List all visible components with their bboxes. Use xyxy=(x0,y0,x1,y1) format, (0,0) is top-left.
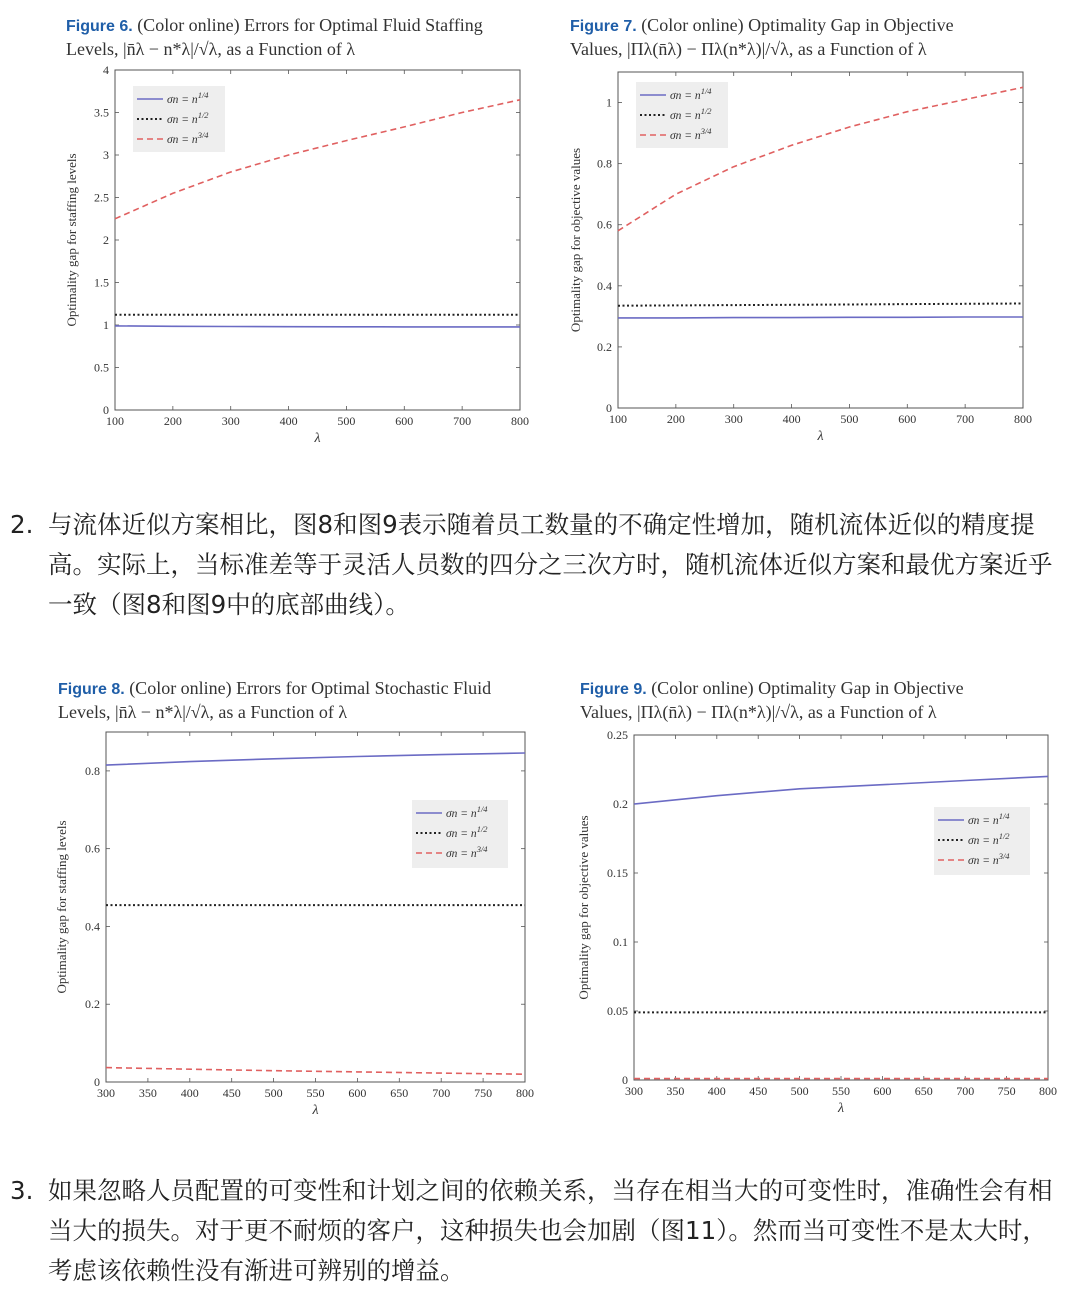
legend xyxy=(934,807,1030,875)
y-tick-label: 3 xyxy=(103,148,109,162)
x-tick-label: 500 xyxy=(337,414,356,428)
x-tick-label: 700 xyxy=(956,1084,975,1098)
paragraph-2-number: 2. xyxy=(10,510,34,539)
legend-entry: $\sigma n = n^{1/2}$ xyxy=(968,831,1010,847)
y-tick-label: 0 xyxy=(606,401,612,415)
y-axis-label: Optimality gap for objective values xyxy=(576,815,591,1000)
x-tick-label: 300 xyxy=(724,412,743,426)
figure-6-caption xyxy=(66,14,483,60)
x-axis-label: λ xyxy=(312,1103,319,1118)
x-tick-label: 450 xyxy=(749,1084,768,1098)
y-tick-label: 0.05 xyxy=(607,1004,628,1018)
y-tick-label: 3.5 xyxy=(94,105,109,120)
x-axis-label: λ xyxy=(817,429,824,444)
legend-entry: $\sigma n = n^{1/4}$ xyxy=(670,86,712,102)
figure-8-label: Figure 8. xyxy=(58,681,125,698)
figure-7-chart xyxy=(540,60,1080,460)
x-tick-label: 600 xyxy=(898,412,917,426)
legend xyxy=(133,86,225,152)
y-tick-label: 1 xyxy=(606,95,612,110)
figure-8-chart xyxy=(0,720,540,1130)
x-tick-label: 350 xyxy=(666,1084,685,1098)
series-line-s14 xyxy=(634,776,1048,804)
series-line-s34 xyxy=(106,1068,525,1075)
y-tick-label: 0.6 xyxy=(597,217,612,232)
legend-exponent: 1/2 xyxy=(197,110,209,120)
x-tick-label: 800 xyxy=(516,1086,534,1100)
legend xyxy=(412,800,508,868)
figure-8-caption-line2: Levels, |n̄λ − n*λ|/√λ, as a Function of λ xyxy=(58,702,348,722)
figure-9-caption xyxy=(580,677,964,723)
figure-8-caption xyxy=(58,677,491,723)
x-tick-label: 400 xyxy=(707,1084,726,1098)
x-tick-label: 300 xyxy=(97,1086,115,1100)
x-tick-label: 200 xyxy=(163,414,182,428)
legend-entry: $\sigma n = n^{3/4}$ xyxy=(968,851,1010,867)
legend-exponent: 1/4 xyxy=(197,90,209,100)
y-tick-label: 0.25 xyxy=(607,728,628,742)
paragraph-2-text: 与流体近似方案相比，图8和图9表示随着员工数量的不确定性增加，随机流体近似的精度提高。实际上，当标准差等于灵活人员数的四分之三次方时，随机流体近似方案和最优方案近乎一致（图8和图9中的底部曲线）。 xyxy=(48,510,1053,619)
figure-7-label: Figure 7. xyxy=(570,18,637,35)
x-tick-label: 300 xyxy=(221,414,240,428)
x-tick-label: 750 xyxy=(997,1084,1016,1098)
legend-exponent: 3/4 xyxy=(476,844,488,854)
legend-exponent: 3/4 xyxy=(197,130,209,140)
legend-entry: $\sigma n = n^{1/2}$ xyxy=(446,824,488,840)
y-tick-label: 1 xyxy=(103,318,109,332)
legend-entry: $\sigma n = n^{1/4}$ xyxy=(167,90,209,106)
legend-exponent: 1/4 xyxy=(476,804,488,814)
y-tick-label: 2 xyxy=(103,233,109,247)
x-tick-label: 750 xyxy=(474,1086,493,1100)
y-tick-label: 0.1 xyxy=(613,935,628,949)
series-line-s14 xyxy=(106,753,525,765)
y-axis-label: Optimality gap for objective values xyxy=(568,147,583,333)
y-tick-label: 0.5 xyxy=(94,360,109,375)
x-tick-label: 500 xyxy=(264,1086,283,1100)
x-tick-label: 500 xyxy=(790,1084,809,1098)
y-tick-label: 0.2 xyxy=(613,797,628,811)
x-tick-label: 100 xyxy=(609,412,627,426)
legend-exponent: 1/4 xyxy=(700,86,712,96)
figure-9-label: Figure 9. xyxy=(580,681,647,698)
legend-exponent: 1/2 xyxy=(998,831,1010,841)
plot-frame xyxy=(106,732,525,1082)
figure-6-caption-line2: Levels, |n̄λ − n*λ|/√λ, as a Function of λ xyxy=(66,39,356,59)
x-tick-label: 400 xyxy=(180,1086,199,1100)
x-tick-label: 800 xyxy=(1014,412,1032,426)
figure-6-label: Figure 6. xyxy=(66,18,133,35)
x-tick-label: 600 xyxy=(873,1084,892,1098)
series-line-s14 xyxy=(618,317,1023,318)
legend-entry: $\sigma n = n^{1/4}$ xyxy=(968,811,1010,827)
y-tick-label: 0.4 xyxy=(85,919,100,934)
legend-entry: $\sigma n = n^{1/2}$ xyxy=(167,110,209,126)
y-axis-label: Optimality gap for staffing levels xyxy=(64,153,79,327)
series-line-s12 xyxy=(618,304,1023,306)
y-tick-label: 0.2 xyxy=(85,997,100,1012)
x-tick-label: 500 xyxy=(840,412,859,426)
legend-exponent: 1/2 xyxy=(700,106,712,116)
y-tick-label: 2.5 xyxy=(94,190,109,205)
y-tick-label: 0.15 xyxy=(607,866,628,880)
legend-entry: $\sigma n = n^{3/4}$ xyxy=(167,130,209,146)
paragraph-3-text: 如果忽略人员配置的可变性和计划之间的依赖关系，当存在相当大的可变性时，准确性会有相当大的损失。对于更不耐烦的客户，这种损失也会加剧（图11）。然而当可变性不是太大时，考虑该依赖性没有渐进可辨别的增益。 xyxy=(48,1176,1053,1285)
figure-8-caption-line1: (Color online) Errors for Optimal Stochastic Fluid xyxy=(129,678,492,698)
figure-7-caption-line2: Values, |Πλ(n̄λ) − Πλ(n*λ)|/√λ, as a Function of λ xyxy=(570,39,927,59)
x-tick-label: 400 xyxy=(782,412,801,426)
legend-exponent: 3/4 xyxy=(700,126,712,136)
x-tick-label: 800 xyxy=(1039,1084,1057,1098)
y-tick-label: 4 xyxy=(103,63,109,77)
legend-entry: $\sigma n = n^{3/4}$ xyxy=(446,844,488,860)
x-tick-label: 100 xyxy=(106,414,124,428)
legend-exponent: 1/2 xyxy=(476,824,488,834)
x-tick-label: 350 xyxy=(138,1086,157,1100)
y-tick-label: 0.4 xyxy=(597,278,612,293)
x-tick-label: 550 xyxy=(832,1084,850,1098)
legend-entry: $\sigma n = n^{1/4}$ xyxy=(446,804,488,820)
x-tick-label: 650 xyxy=(390,1086,409,1100)
y-tick-label: 0.8 xyxy=(85,763,100,778)
legend-entry: $\sigma n = n^{3/4}$ xyxy=(670,126,712,142)
x-axis-label: λ xyxy=(837,1101,845,1116)
y-tick-label: 0 xyxy=(622,1073,628,1087)
y-tick-label: 0.6 xyxy=(85,841,100,856)
paragraph-3 xyxy=(10,1171,1070,1291)
figure-6-caption-line1: (Color online) Errors for Optimal Fluid Staffing xyxy=(137,15,483,35)
y-tick-label: 0 xyxy=(94,1075,100,1089)
x-tick-label: 200 xyxy=(666,412,685,426)
y-tick-label: 1.5 xyxy=(94,275,109,290)
x-tick-label: 550 xyxy=(306,1086,325,1100)
figure-9-caption-line1: (Color online) Optimality Gap in Objective xyxy=(651,678,964,698)
y-axis-label: Optimality gap for staffing levels xyxy=(54,820,69,994)
x-tick-label: 700 xyxy=(453,414,472,428)
series-line-s14 xyxy=(115,326,520,327)
legend xyxy=(636,82,728,148)
x-tick-label: 700 xyxy=(956,412,975,426)
figure-7-caption-line1: (Color online) Optimality Gap in Objective xyxy=(641,15,954,35)
legend-exponent: 1/4 xyxy=(998,811,1010,821)
paragraph-3-number: 3. xyxy=(10,1176,34,1205)
x-tick-label: 600 xyxy=(348,1086,367,1100)
legend-exponent: 3/4 xyxy=(998,851,1010,861)
x-tick-label: 300 xyxy=(625,1084,643,1098)
x-tick-label: 700 xyxy=(432,1086,451,1100)
y-tick-label: 0 xyxy=(103,403,109,417)
legend-entry: $\sigma n = n^{1/2}$ xyxy=(670,106,712,122)
y-tick-label: 0.8 xyxy=(597,156,612,171)
x-tick-label: 450 xyxy=(222,1086,241,1100)
figure-9-caption-line2: Values, |Πλ(n̄λ) − Πλ(n*λ)|/√λ, as a Function of λ xyxy=(580,702,937,722)
x-tick-label: 600 xyxy=(395,414,414,428)
figure-7-caption xyxy=(570,14,954,60)
paragraph-2 xyxy=(10,505,1070,625)
x-tick-label: 800 xyxy=(511,414,529,428)
x-axis-label: λ xyxy=(314,431,321,446)
figure-9-chart xyxy=(540,720,1080,1130)
x-tick-label: 650 xyxy=(914,1084,933,1098)
figure-6-chart xyxy=(0,60,540,460)
x-tick-label: 400 xyxy=(279,414,298,428)
y-tick-label: 0.2 xyxy=(597,339,612,354)
